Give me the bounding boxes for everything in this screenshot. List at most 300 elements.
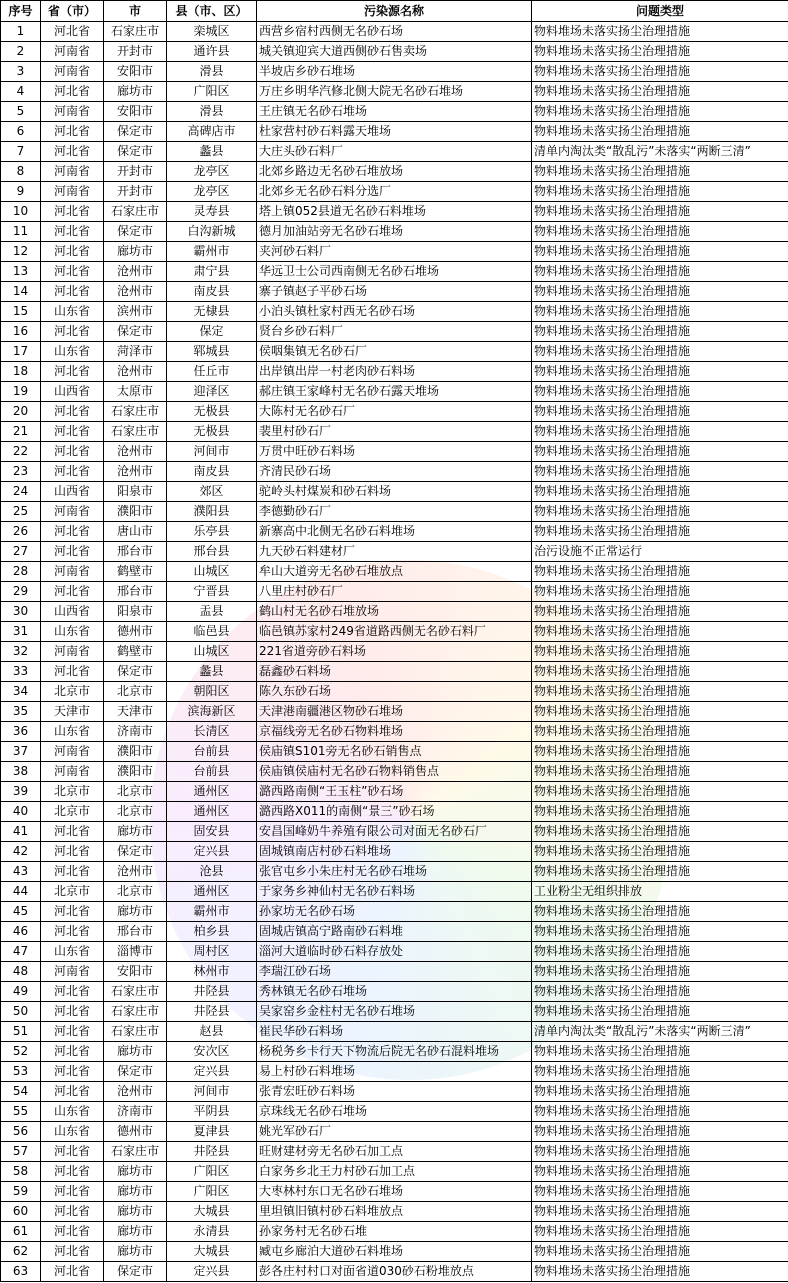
city-cell: 沧州市 bbox=[104, 282, 167, 302]
city-cell: 廊坊市 bbox=[104, 1222, 167, 1242]
source-name-cell: 潞西路X011的南侧“景三”砂石场 bbox=[257, 802, 532, 822]
province-cell: 河北省 bbox=[41, 282, 104, 302]
problem-type-cell: 物料堆场未落实扬尘治理措施 bbox=[532, 1162, 788, 1182]
table-row bbox=[1, 162, 788, 182]
city-cell: 廊坊市 bbox=[104, 902, 167, 922]
county-cell: 赵县 bbox=[167, 1022, 257, 1042]
source-name-cell: 贤台乡砂石料厂 bbox=[257, 322, 532, 342]
province-cell: 河北省 bbox=[41, 122, 104, 142]
problem-type-cell: 物料堆场未落实扬尘治理措施 bbox=[532, 982, 788, 1002]
province-cell: 山西省 bbox=[41, 482, 104, 502]
city-cell: 鹤壁市 bbox=[104, 562, 167, 582]
index-cell: 30 bbox=[1, 602, 41, 622]
county-cell: 栾城区 bbox=[167, 22, 257, 42]
source-name-cell: 易上村砂石料堆场 bbox=[257, 1062, 532, 1082]
county-cell: 柏乡县 bbox=[167, 922, 257, 942]
table-row bbox=[1, 22, 788, 42]
problem-type-cell: 物料堆场未落实扬尘治理措施 bbox=[532, 82, 788, 102]
table-row bbox=[1, 362, 788, 382]
problem-type-cell: 物料堆场未落实扬尘治理措施 bbox=[532, 1102, 788, 1122]
source-name-cell: 杨税务乡卡行天下物流后院无名砂石混料堆场 bbox=[257, 1042, 532, 1062]
source-name-cell: 裴里村砂石厂 bbox=[257, 422, 532, 442]
problem-type-cell: 物料堆场未落实扬尘治理措施 bbox=[532, 642, 788, 662]
province-cell: 山西省 bbox=[41, 382, 104, 402]
city-cell: 保定市 bbox=[104, 122, 167, 142]
table-row bbox=[1, 1042, 788, 1062]
index-cell: 44 bbox=[1, 882, 41, 902]
table-row bbox=[1, 582, 788, 602]
province-cell: 河北省 bbox=[41, 1182, 104, 1202]
county-cell: 南皮县 bbox=[167, 282, 257, 302]
county-cell: 朝阳区 bbox=[167, 682, 257, 702]
index-cell: 54 bbox=[1, 1082, 41, 1102]
table-body bbox=[1, 22, 788, 1282]
index-cell: 60 bbox=[1, 1202, 41, 1222]
index-cell: 34 bbox=[1, 682, 41, 702]
table-row bbox=[1, 462, 788, 482]
index-cell: 11 bbox=[1, 222, 41, 242]
province-cell: 北京市 bbox=[41, 682, 104, 702]
problem-type-cell: 物料堆场未落实扬尘治理措施 bbox=[532, 382, 788, 402]
index-cell: 28 bbox=[1, 562, 41, 582]
county-cell: 通州区 bbox=[167, 802, 257, 822]
source-name-cell: 彭各庄村村口对面省道030砂石粉堆放点 bbox=[257, 1262, 532, 1282]
source-name-cell: 天津港南疆港区物砂石堆场 bbox=[257, 702, 532, 722]
index-cell: 55 bbox=[1, 1102, 41, 1122]
county-cell: 广阳区 bbox=[167, 82, 257, 102]
county-cell: 龙亭区 bbox=[167, 182, 257, 202]
index-cell: 58 bbox=[1, 1162, 41, 1182]
table-row bbox=[1, 522, 788, 542]
province-cell: 河南省 bbox=[41, 742, 104, 762]
index-cell: 29 bbox=[1, 582, 41, 602]
source-name-cell: 崔民华砂石料场 bbox=[257, 1022, 532, 1042]
county-cell: 盂县 bbox=[167, 602, 257, 622]
county-cell: 广阳区 bbox=[167, 1162, 257, 1182]
index-cell: 17 bbox=[1, 342, 41, 362]
index-cell: 24 bbox=[1, 482, 41, 502]
index-cell: 18 bbox=[1, 362, 41, 382]
table-row bbox=[1, 222, 788, 242]
province-cell: 河南省 bbox=[41, 102, 104, 122]
city-cell: 济南市 bbox=[104, 1102, 167, 1122]
city-cell: 石家庄市 bbox=[104, 1142, 167, 1162]
province-cell: 河北省 bbox=[41, 922, 104, 942]
city-cell: 太原市 bbox=[104, 382, 167, 402]
city-cell: 濮阳市 bbox=[104, 502, 167, 522]
index-cell: 56 bbox=[1, 1122, 41, 1142]
problem-type-cell: 物料堆场未落实扬尘治理措施 bbox=[532, 222, 788, 242]
county-cell: 白沟新城 bbox=[167, 222, 257, 242]
county-cell: 山城区 bbox=[167, 642, 257, 662]
province-cell: 河北省 bbox=[41, 262, 104, 282]
index-cell: 27 bbox=[1, 542, 41, 562]
table-row bbox=[1, 882, 788, 902]
problem-type-cell: 物料堆场未落实扬尘治理措施 bbox=[532, 722, 788, 742]
city-cell: 开封市 bbox=[104, 162, 167, 182]
table-row bbox=[1, 542, 788, 562]
city-cell: 石家庄市 bbox=[104, 402, 167, 422]
index-cell: 46 bbox=[1, 922, 41, 942]
province-cell: 河北省 bbox=[41, 422, 104, 442]
header-province: 省（市） bbox=[41, 1, 104, 22]
city-cell: 鹤壁市 bbox=[104, 642, 167, 662]
table-row bbox=[1, 742, 788, 762]
province-cell: 河南省 bbox=[41, 42, 104, 62]
problem-type-cell: 物料堆场未落实扬尘治理措施 bbox=[532, 102, 788, 122]
city-cell: 唐山市 bbox=[104, 522, 167, 542]
city-cell: 北京市 bbox=[104, 882, 167, 902]
province-cell: 山西省 bbox=[41, 602, 104, 622]
problem-type-cell: 物料堆场未落实扬尘治理措施 bbox=[532, 1222, 788, 1242]
source-name-cell: 出岸镇出岸一村老肉砂石料场 bbox=[257, 362, 532, 382]
source-name-cell: 孙家坊无名砂石场 bbox=[257, 902, 532, 922]
source-name-cell: 德月加油站旁无名砂石堆场 bbox=[257, 222, 532, 242]
table-row bbox=[1, 762, 788, 782]
city-cell: 德州市 bbox=[104, 622, 167, 642]
city-cell: 菏泽市 bbox=[104, 342, 167, 362]
index-cell: 2 bbox=[1, 42, 41, 62]
table-row bbox=[1, 1082, 788, 1102]
province-cell: 河北省 bbox=[41, 1162, 104, 1182]
province-cell: 河北省 bbox=[41, 582, 104, 602]
city-cell: 济南市 bbox=[104, 722, 167, 742]
province-cell: 河南省 bbox=[41, 642, 104, 662]
problem-type-cell: 物料堆场未落实扬尘治理措施 bbox=[532, 922, 788, 942]
source-name-cell: 夹河砂石料厂 bbox=[257, 242, 532, 262]
source-name-cell: 李瑞江砂石场 bbox=[257, 962, 532, 982]
province-cell: 河北省 bbox=[41, 1242, 104, 1262]
problem-type-cell: 物料堆场未落实扬尘治理措施 bbox=[532, 622, 788, 642]
table-row bbox=[1, 1022, 788, 1042]
index-cell: 4 bbox=[1, 82, 41, 102]
source-name-cell: 万庄乡明华汽修北侧大院无名砂石堆场 bbox=[257, 82, 532, 102]
header-problem-type: 问题类型 bbox=[532, 1, 788, 22]
city-cell: 开封市 bbox=[104, 182, 167, 202]
table-row bbox=[1, 702, 788, 722]
city-cell: 濮阳市 bbox=[104, 742, 167, 762]
province-cell: 河北省 bbox=[41, 142, 104, 162]
source-name-cell: 半坡店乡砂石堆场 bbox=[257, 62, 532, 82]
source-name-cell: 万贯中旺砂石料场 bbox=[257, 442, 532, 462]
province-cell: 山东省 bbox=[41, 342, 104, 362]
problem-type-cell: 物料堆场未落实扬尘治理措施 bbox=[532, 562, 788, 582]
table-row bbox=[1, 182, 788, 202]
table-row bbox=[1, 482, 788, 502]
index-cell: 33 bbox=[1, 662, 41, 682]
county-cell: 长清区 bbox=[167, 722, 257, 742]
problem-type-cell: 物料堆场未落实扬尘治理措施 bbox=[532, 182, 788, 202]
problem-type-cell: 物料堆场未落实扬尘治理措施 bbox=[532, 482, 788, 502]
index-cell: 63 bbox=[1, 1262, 41, 1282]
province-cell: 河北省 bbox=[41, 1262, 104, 1282]
table-row bbox=[1, 1062, 788, 1082]
province-cell: 河北省 bbox=[41, 82, 104, 102]
province-cell: 河北省 bbox=[41, 462, 104, 482]
city-cell: 濮阳市 bbox=[104, 762, 167, 782]
city-cell: 石家庄市 bbox=[104, 22, 167, 42]
table-row bbox=[1, 142, 788, 162]
county-cell: 永清县 bbox=[167, 1222, 257, 1242]
source-name-cell: 城关镇迎宾大道西侧砂石售卖场 bbox=[257, 42, 532, 62]
table-row bbox=[1, 382, 788, 402]
index-cell: 49 bbox=[1, 982, 41, 1002]
city-cell: 邢台市 bbox=[104, 582, 167, 602]
county-cell: 井陉县 bbox=[167, 1142, 257, 1162]
source-name-cell: 侯咽集镇无名砂石厂 bbox=[257, 342, 532, 362]
problem-type-cell: 物料堆场未落实扬尘治理措施 bbox=[532, 762, 788, 782]
source-name-cell: 齐清民砂石场 bbox=[257, 462, 532, 482]
source-name-cell: 潞西路南侧“王玉柱”砂石场 bbox=[257, 782, 532, 802]
source-name-cell: 驼岭头村煤炭和砂石料场 bbox=[257, 482, 532, 502]
problem-type-cell: 物料堆场未落实扬尘治理措施 bbox=[532, 1242, 788, 1262]
county-cell: 蠡县 bbox=[167, 662, 257, 682]
table-row bbox=[1, 1202, 788, 1222]
source-name-cell: 京福线旁无名砂石物料堆场 bbox=[257, 722, 532, 742]
problem-type-cell: 物料堆场未落实扬尘治理措施 bbox=[532, 422, 788, 442]
province-cell: 河北省 bbox=[41, 822, 104, 842]
city-cell: 石家庄市 bbox=[104, 422, 167, 442]
source-name-cell: 大枣林村东口无名砂石堆场 bbox=[257, 1182, 532, 1202]
table-row bbox=[1, 922, 788, 942]
source-name-cell: 临邑镇苏家村249省道路西侧无名砂石料厂 bbox=[257, 622, 532, 642]
problem-type-cell: 物料堆场未落实扬尘治理措施 bbox=[532, 122, 788, 142]
city-cell: 北京市 bbox=[104, 682, 167, 702]
source-name-cell: 里坦镇旧镇村砂石料堆放点 bbox=[257, 1202, 532, 1222]
county-cell: 通州区 bbox=[167, 882, 257, 902]
province-cell: 河北省 bbox=[41, 1082, 104, 1102]
index-cell: 16 bbox=[1, 322, 41, 342]
city-cell: 阳泉市 bbox=[104, 482, 167, 502]
index-cell: 13 bbox=[1, 262, 41, 282]
province-cell: 河北省 bbox=[41, 242, 104, 262]
source-name-cell: 侯庙镇S101旁无名砂石销售点 bbox=[257, 742, 532, 762]
county-cell: 郓城县 bbox=[167, 342, 257, 362]
county-cell: 滨海新区 bbox=[167, 702, 257, 722]
city-cell: 安阳市 bbox=[104, 102, 167, 122]
problem-type-cell: 物料堆场未落实扬尘治理措施 bbox=[532, 1182, 788, 1202]
province-cell: 河北省 bbox=[41, 1062, 104, 1082]
county-cell: 宁晋县 bbox=[167, 582, 257, 602]
problem-type-cell: 物料堆场未落实扬尘治理措施 bbox=[532, 162, 788, 182]
index-cell: 26 bbox=[1, 522, 41, 542]
table-row bbox=[1, 262, 788, 282]
source-name-cell: 白家务乡北王力村砂石加工点 bbox=[257, 1162, 532, 1182]
header-county: 县（市、区） bbox=[167, 1, 257, 22]
city-cell: 沧州市 bbox=[104, 442, 167, 462]
county-cell: 郊区 bbox=[167, 482, 257, 502]
problem-type-cell: 物料堆场未落实扬尘治理措施 bbox=[532, 362, 788, 382]
problem-type-cell: 物料堆场未落实扬尘治理措施 bbox=[532, 842, 788, 862]
problem-type-cell: 物料堆场未落实扬尘治理措施 bbox=[532, 742, 788, 762]
source-name-cell: 吴家窑乡金柱村无名砂石堆场 bbox=[257, 1002, 532, 1022]
index-cell: 51 bbox=[1, 1022, 41, 1042]
table-row bbox=[1, 1122, 788, 1142]
table-row bbox=[1, 722, 788, 742]
table-row bbox=[1, 62, 788, 82]
table-row bbox=[1, 602, 788, 622]
county-cell: 大城县 bbox=[167, 1202, 257, 1222]
province-cell: 河南省 bbox=[41, 502, 104, 522]
index-cell: 31 bbox=[1, 622, 41, 642]
problem-type-cell: 物料堆场未落实扬尘治理措施 bbox=[532, 242, 788, 262]
table-row bbox=[1, 1102, 788, 1122]
table-row bbox=[1, 82, 788, 102]
city-cell: 廊坊市 bbox=[104, 822, 167, 842]
source-name-cell: 221省道旁砂石料场 bbox=[257, 642, 532, 662]
city-cell: 沧州市 bbox=[104, 462, 167, 482]
problem-type-cell: 物料堆场未落实扬尘治理措施 bbox=[532, 962, 788, 982]
county-cell: 通州区 bbox=[167, 782, 257, 802]
city-cell: 石家庄市 bbox=[104, 1022, 167, 1042]
province-cell: 河北省 bbox=[41, 1142, 104, 1162]
table-row bbox=[1, 1162, 788, 1182]
problem-type-cell: 物料堆场未落实扬尘治理措施 bbox=[532, 662, 788, 682]
table-row bbox=[1, 842, 788, 862]
problem-type-cell: 物料堆场未落实扬尘治理措施 bbox=[532, 442, 788, 462]
problem-type-cell: 物料堆场未落实扬尘治理措施 bbox=[532, 42, 788, 62]
province-cell: 北京市 bbox=[41, 882, 104, 902]
county-cell: 固安县 bbox=[167, 822, 257, 842]
county-cell: 滑县 bbox=[167, 102, 257, 122]
county-cell: 高碑店市 bbox=[167, 122, 257, 142]
table-row bbox=[1, 862, 788, 882]
problem-type-cell: 物料堆场未落实扬尘治理措施 bbox=[532, 342, 788, 362]
source-name-cell: 九天砂石料建材厂 bbox=[257, 542, 532, 562]
province-cell: 河北省 bbox=[41, 202, 104, 222]
city-cell: 保定市 bbox=[104, 842, 167, 862]
province-cell: 河北省 bbox=[41, 542, 104, 562]
index-cell: 19 bbox=[1, 382, 41, 402]
index-cell: 36 bbox=[1, 722, 41, 742]
province-cell: 河北省 bbox=[41, 862, 104, 882]
county-cell: 夏津县 bbox=[167, 1122, 257, 1142]
index-cell: 40 bbox=[1, 802, 41, 822]
source-name-cell: 于家务乡神仙村无名砂石料场 bbox=[257, 882, 532, 902]
county-cell: 台前县 bbox=[167, 742, 257, 762]
province-cell: 河北省 bbox=[41, 522, 104, 542]
problem-type-cell: 物料堆场未落实扬尘治理措施 bbox=[532, 782, 788, 802]
index-cell: 61 bbox=[1, 1222, 41, 1242]
problem-type-cell: 物料堆场未落实扬尘治理措施 bbox=[532, 302, 788, 322]
source-name-cell: 陈久东砂石场 bbox=[257, 682, 532, 702]
source-name-cell: 八里庄村砂石厂 bbox=[257, 582, 532, 602]
city-cell: 阳泉市 bbox=[104, 602, 167, 622]
province-cell: 山东省 bbox=[41, 622, 104, 642]
province-cell: 河北省 bbox=[41, 222, 104, 242]
table-row bbox=[1, 642, 788, 662]
county-cell: 平阴县 bbox=[167, 1102, 257, 1122]
county-cell: 濮阳县 bbox=[167, 502, 257, 522]
table-row bbox=[1, 322, 788, 342]
city-cell: 保定市 bbox=[104, 1262, 167, 1282]
city-cell: 保定市 bbox=[104, 1062, 167, 1082]
city-cell: 廊坊市 bbox=[104, 242, 167, 262]
header-index: 序号 bbox=[1, 1, 41, 22]
problem-type-cell: 物料堆场未落实扬尘治理措施 bbox=[532, 282, 788, 302]
table-row bbox=[1, 1002, 788, 1022]
table-row bbox=[1, 282, 788, 302]
source-name-cell: 塔上镇052县道无名砂石料堆场 bbox=[257, 202, 532, 222]
index-cell: 12 bbox=[1, 242, 41, 262]
county-cell: 安次区 bbox=[167, 1042, 257, 1062]
source-name-cell: 大庄头砂石料厂 bbox=[257, 142, 532, 162]
city-cell: 沧州市 bbox=[104, 362, 167, 382]
table-row bbox=[1, 662, 788, 682]
county-cell: 临邑县 bbox=[167, 622, 257, 642]
source-name-cell: 西营乡宿村西侧无名砂石场 bbox=[257, 22, 532, 42]
index-cell: 20 bbox=[1, 402, 41, 422]
problem-type-cell: 物料堆场未落实扬尘治理措施 bbox=[532, 1122, 788, 1142]
table-row bbox=[1, 942, 788, 962]
index-cell: 47 bbox=[1, 942, 41, 962]
city-cell: 邢台市 bbox=[104, 542, 167, 562]
province-cell: 河北省 bbox=[41, 1002, 104, 1022]
index-cell: 39 bbox=[1, 782, 41, 802]
problem-type-cell: 物料堆场未落实扬尘治理措施 bbox=[532, 262, 788, 282]
province-cell: 河北省 bbox=[41, 842, 104, 862]
county-cell: 无棣县 bbox=[167, 302, 257, 322]
index-cell: 32 bbox=[1, 642, 41, 662]
source-name-cell: 小泊头镇杜家村西无名砂石场 bbox=[257, 302, 532, 322]
table-row bbox=[1, 122, 788, 142]
province-cell: 山东省 bbox=[41, 302, 104, 322]
county-cell: 乐亭县 bbox=[167, 522, 257, 542]
city-cell: 沧州市 bbox=[104, 1082, 167, 1102]
table-row bbox=[1, 782, 788, 802]
province-cell: 河南省 bbox=[41, 182, 104, 202]
province-cell: 河南省 bbox=[41, 962, 104, 982]
index-cell: 48 bbox=[1, 962, 41, 982]
index-cell: 15 bbox=[1, 302, 41, 322]
province-cell: 河北省 bbox=[41, 662, 104, 682]
city-cell: 石家庄市 bbox=[104, 202, 167, 222]
problem-type-cell: 物料堆场未落实扬尘治理措施 bbox=[532, 862, 788, 882]
index-cell: 10 bbox=[1, 202, 41, 222]
city-cell: 廊坊市 bbox=[104, 82, 167, 102]
problem-type-cell: 物料堆场未落实扬尘治理措施 bbox=[532, 1062, 788, 1082]
county-cell: 迎泽区 bbox=[167, 382, 257, 402]
table-row bbox=[1, 442, 788, 462]
province-cell: 河北省 bbox=[41, 902, 104, 922]
table-row bbox=[1, 342, 788, 362]
province-cell: 北京市 bbox=[41, 802, 104, 822]
index-cell: 7 bbox=[1, 142, 41, 162]
city-cell: 廊坊市 bbox=[104, 1202, 167, 1222]
table-row bbox=[1, 502, 788, 522]
source-name-cell: 固城店镇高宁路南砂石料堆 bbox=[257, 922, 532, 942]
index-cell: 59 bbox=[1, 1182, 41, 1202]
city-cell: 石家庄市 bbox=[104, 982, 167, 1002]
index-cell: 9 bbox=[1, 182, 41, 202]
table-row bbox=[1, 302, 788, 322]
city-cell: 沧州市 bbox=[104, 862, 167, 882]
index-cell: 3 bbox=[1, 62, 41, 82]
table-row bbox=[1, 242, 788, 262]
city-cell: 保定市 bbox=[104, 662, 167, 682]
index-cell: 35 bbox=[1, 702, 41, 722]
source-name-cell: 北郊乡无名砂石料分选厂 bbox=[257, 182, 532, 202]
county-cell: 任丘市 bbox=[167, 362, 257, 382]
province-cell: 河南省 bbox=[41, 762, 104, 782]
index-cell: 45 bbox=[1, 902, 41, 922]
county-cell: 蠡县 bbox=[167, 142, 257, 162]
city-cell: 北京市 bbox=[104, 802, 167, 822]
county-cell: 通许县 bbox=[167, 42, 257, 62]
source-name-cell: 郝庄镇王家峰村无名砂石露天堆场 bbox=[257, 382, 532, 402]
index-cell: 57 bbox=[1, 1142, 41, 1162]
problem-type-cell: 物料堆场未落实扬尘治理措施 bbox=[532, 1042, 788, 1062]
